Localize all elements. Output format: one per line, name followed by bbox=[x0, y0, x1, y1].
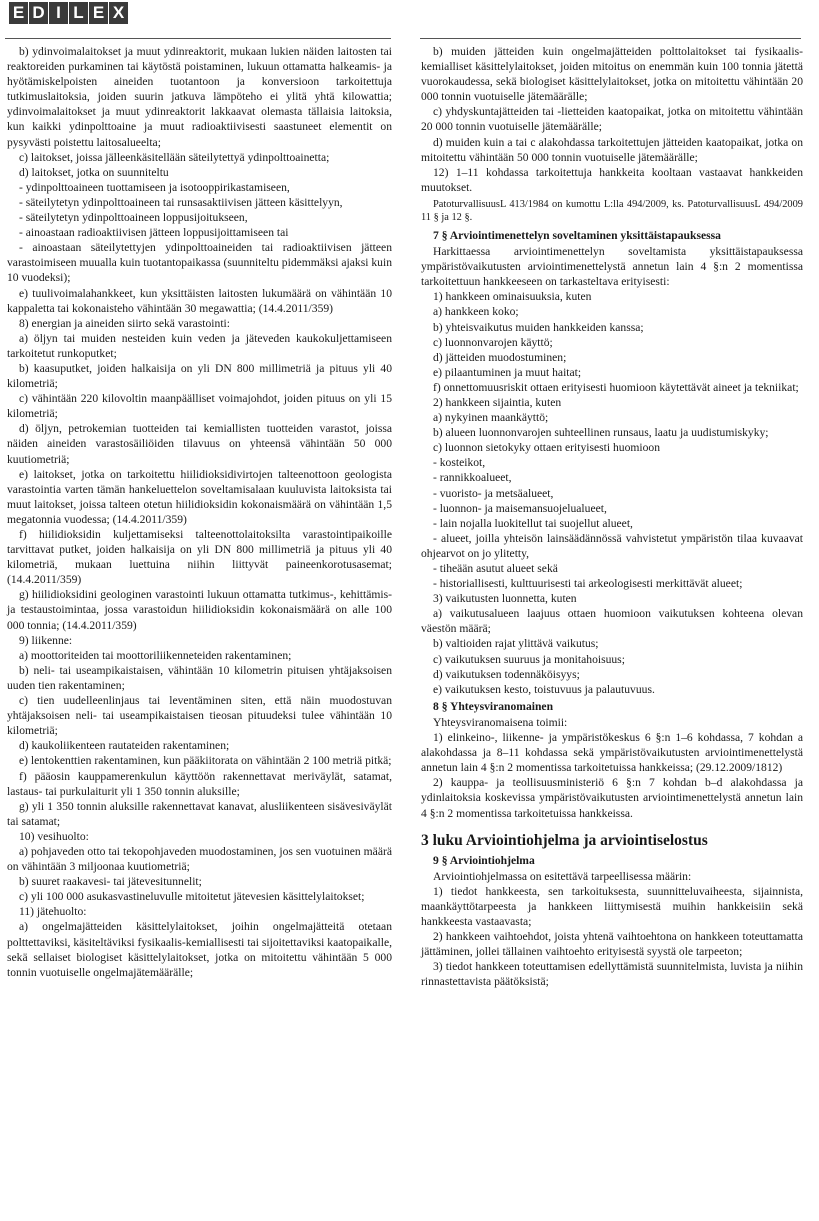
logo-letter: X bbox=[109, 2, 128, 24]
paragraph: b) alueen luonnonvarojen suhteellinen runsaus, laatu ja uudistumiskyky; bbox=[433, 426, 769, 440]
paragraph: d) vaikutuksen todennäköisyys; bbox=[433, 667, 580, 681]
section-8-heading: 8 § Yhteysviranomainen bbox=[433, 699, 554, 713]
paragraph: a) moottoriteiden tai moottoriliikenneteiden rakentaminen; bbox=[19, 648, 292, 662]
column-rule-right bbox=[420, 38, 801, 39]
paragraph: g) hiilidioksidini geologinen varastointi lukuun ottamatta tutkimus-, kehittämis- ja testaustoimintaa, jossa varastoidun hiilidioksidin kokonaismäärä on alle 100 000 tonnia; (14.4.2011/359) bbox=[7, 588, 392, 632]
logo-letter: I bbox=[49, 2, 68, 24]
paragraph: 3) vaikutusten luonnetta, kuten bbox=[433, 592, 577, 606]
paragraph: b) suuret raakavesi- tai jätevesitunnelit; bbox=[19, 875, 202, 889]
chapter-3-heading: 3 luku Arviointiohjelma ja arviointiselostus bbox=[421, 831, 708, 849]
column-rule-left bbox=[5, 38, 391, 39]
paragraph: c) vaikutuksen suuruus ja monitahoisuus; bbox=[433, 652, 625, 666]
paragraph: - ainoastaan säteilytettyjen ydinpolttoaineiden tai radioaktiivisen jätteen varastoimiseen muualla kuin tuotantopaikassa (suunniteltu pidemmäksi ajaksi kuin 10 vuodeksi); bbox=[7, 241, 392, 285]
paragraph: a) pohjaveden otto tai tekopohjaveden muodostaminen, jos sen vuotuinen määrä on vähintään 3 miljoonaa kuutiometriä; bbox=[7, 844, 392, 874]
paragraph: b) muiden jätteiden kuin ongelmajätteiden polttolaitokset tai fysikaalis-kemialliset käsittelylaitokset, joiden mitoitus on enemmän kuin 100 tonnia jätettä vuorokaudessa, sekä biologiset käsittelylaitokset, jotka on mitoitettu vähintään 20 000 tonnin vuotuiselle jätemäärälle; bbox=[421, 45, 803, 104]
paragraph: b) valtioiden rajat ylittävä vaikutus; bbox=[433, 637, 599, 651]
paragraph: - kosteikot, bbox=[433, 456, 486, 470]
paragraph: a) hankkeen koko; bbox=[433, 305, 519, 319]
paragraph: d) laitokset, jotka on suunniteltu bbox=[19, 165, 169, 179]
paragraph: c) laitokset, joissa jälleenkäsitellään säteilytettyä ydinpolttoainetta; bbox=[19, 150, 330, 164]
paragraph: a) öljyn tai muiden nesteiden kuin veden ja jäteveden kaukokuljettamiseen tarkoitetut runkoputket; bbox=[7, 331, 392, 360]
section-9-body bbox=[421, 869, 803, 990]
paragraph: e) pilaantuminen ja muut haitat; bbox=[433, 365, 582, 379]
paragraph: a) ongelmajätteiden käsittelylaitokset, joihin ongelmajätteitä otetaan polttettaviksi, käsiteltäviksi fysikaalis-kemiallisesti tai sijoitettaviksi kaatopaikalle, sekä sellaiset biologiset käsittelylaitokset, jotka on mitoitettu vähintään 5 000 tonnin vuotuiselle ongelmajätemäärälle; bbox=[7, 920, 392, 979]
paragraph: - ainoastaan radioaktiivisen jätteen loppusijoittamiseen tai bbox=[19, 226, 289, 240]
right-top-paragraphs bbox=[421, 44, 803, 195]
paragraph: 3) tiedot hankkeen toteuttamisen edellyttämistä suunnitelmista, luvista ja niihin rinnastettavista päätöksistä; bbox=[421, 960, 803, 989]
paragraph: - ydinpolttoaineen tuottamiseen ja isotooppirikastamiseen, bbox=[19, 180, 290, 194]
paragraph: - tiheään asutut alueet sekä bbox=[433, 562, 558, 575]
paragraph: Yhteysviranomaisena toimii: bbox=[433, 715, 568, 729]
logo-letter: L bbox=[69, 2, 88, 24]
logo-letter: E bbox=[9, 2, 28, 24]
paragraph: b) kaasuputket, joiden halkaisija on yli DN 800 millimetriä ja pituus yli 40 kilometriä; bbox=[7, 361, 392, 391]
edilex-logo bbox=[9, 2, 129, 24]
paragraph: - alueet, joilla yhteisön lainsäädännössä vahvistetut ympäristön tilaa kuvaavat ohjearvot on jo ylitetty, bbox=[421, 531, 803, 560]
paragraph: Harkittaessa arviointimenettelyn soveltamista yksittäistapauksessa ympäristövaikutusten arviointimenettelystä annetun lain 4 §:n 2 momentissa tarkoitettuun hankkeeseen on tarkasteltava erityisesti: bbox=[421, 245, 803, 289]
paragraph: b) ydinvoimalaitokset ja muut ydinreaktorit, mukaan lukien näiden laitosten tai reaktoreiden purkaminen tai käytöstä poistaminen, lukuun ottamatta halkeamis- ja hyötämiskelpoisten aineiden tuotantoon ja konversioon tarkoitettuja tutkimuslaitoksia, joiden suurin jatkuva lämpöteho ei ylitä yhtä kilowattia; ydinvoimalaitokset ja muut ydinreaktorit lakkaavat olemasta tällaisia laitoksia, kun kaikki ydinpolttoaine ja muut radioaktiivisesti saastuneet elementit on pysyvästi poistettu laitosalueelta; bbox=[7, 45, 392, 149]
paragraph: 8) energian ja aineiden siirto sekä varastointi: bbox=[19, 316, 230, 330]
paragraph: b) yhteisvaikutus muiden hankkeiden kanssa; bbox=[433, 320, 644, 334]
paragraph: c) yhdyskuntajätteiden tai -lietteiden kaatopaikat, jotka on mitoitettu vähintään 20 000 tonnin vuotuiselle jätemäärälle; bbox=[421, 105, 803, 134]
paragraph: - luonnon- ja maisemansuojelualueet, bbox=[433, 501, 607, 515]
paragraph: - säteilytetyn ydinpolttoaineen loppusijoitukseen, bbox=[19, 211, 248, 225]
paragraph: c) tien uudelleenlinjaus tai leventäminen siten, että näin muodostuvan yhtäjaksoisen neli- tai useampikaistaisen tieosan pituudeksi tulee vähintään 10 kilometriä; bbox=[7, 694, 392, 738]
paragraph: 12) 1–11 kohdassa tarkoitettuja hankkeita kooltaan vastaavat hankkeiden muutokset. bbox=[421, 165, 803, 194]
paragraph: 1) elinkeino-, liikenne- ja ympäristökeskus 6 §:n 1–6 kohdassa, 7 kohdan a alakohdassa ja 8–11 kohdassa sekä ympäristövaikutusten arviointimenettelystä annetun lain 4 §:n 2 momentissa tarkoitetuissa hankkeissa; (29.12.2009/1812) bbox=[421, 731, 803, 775]
paragraph: a) vaikutusalueen laajuus ottaen huomioon vaikutuksen kohteena olevan väestön määrä; bbox=[421, 607, 803, 636]
paragraph: d) kaukoliikenteen rautateiden rakentaminen; bbox=[19, 739, 230, 753]
paragraph: e) vaikutuksen kesto, toistuvuus ja palautuvuus. bbox=[433, 682, 655, 696]
paragraph: - lain nojalla luokitellut tai suojellut alueet, bbox=[433, 516, 633, 530]
right-column bbox=[421, 44, 803, 989]
logo-letter: E bbox=[89, 2, 108, 24]
section-7-heading: 7 § Arviointimenettelyn soveltaminen yksittäistapauksessa bbox=[433, 228, 721, 242]
paragraph: 2) kauppa- ja teollisuusministeriö 6 §:n 7 kohdan b–d alakohdassa ja ydinlaitoksia koskevissa ympäristövaikutusten arviointimenettelystä annetun lain 4 §:n 2 momentissa tarkoitetuissa hankkeissa. bbox=[421, 776, 803, 820]
paragraph: - historiallisesti, kulttuurisesti tai arkeologisesti merkittävät alueet; bbox=[433, 577, 743, 591]
paragraph: c) yli 100 000 asukasvastineluvulle mitoitetut jätevesien käsittelylaitokset; bbox=[19, 890, 365, 904]
paragraph: 9) liikenne: bbox=[19, 633, 73, 647]
section-7-body bbox=[421, 244, 803, 697]
paragraph: - säteilytetyn ydinpolttoaineen tai runsasaktiivisen jätteen käsittelyyn, bbox=[19, 195, 343, 209]
paragraph: c) vähintään 220 kilovoltin maanpäälliset voimajohdot, joiden pituus on yli 15 kilometriä; bbox=[7, 392, 392, 421]
paragraph: d) jätteiden muodostuminen; bbox=[433, 350, 567, 364]
paragraph: - vuoristo- ja metsäalueet, bbox=[433, 486, 554, 500]
paragraph: d) muiden kuin a tai c alakohdassa tarkoitettujen jätteiden kaatopaikat, jotka on mitoitettu vähintään 50 000 tonnin vuotuiselle jätemäärälle; bbox=[421, 135, 803, 164]
paragraph: 10) vesihuolto: bbox=[19, 829, 89, 843]
paragraph: f) pääosin kauppamerenkulun käyttöön rakennettavat meriväylät, satamat, lastaus- tai purkulaiturit yli 1 350 tonnin aluksille; bbox=[7, 769, 392, 798]
section-8-body bbox=[421, 715, 803, 821]
paragraph: 2) hankkeen sijaintia, kuten bbox=[433, 395, 562, 409]
paragraph: 1) hankkeen ominaisuuksia, kuten bbox=[433, 290, 592, 304]
paragraph: b) neli- tai useampikaistaisen, vähintään 10 kilometrin pituisen yhtäjaksoisen uuden tien rakentaminen; bbox=[7, 663, 392, 692]
paragraph: e) lentokenttien rakentaminen, kun pääkiitorata on vähintään 2 100 metriä pitkä; bbox=[19, 754, 392, 768]
left-column bbox=[7, 44, 392, 980]
paragraph: Arviointiohjelmassa on esitettävä tarpeellisessa määrin: bbox=[433, 869, 692, 883]
paragraph: f) onnettomuusriskit ottaen erityisesti huomioon käytettävät aineet ja tekniikat; bbox=[433, 380, 799, 394]
paragraph: 1) tiedot hankkeesta, sen tarkoituksesta, suunnitteluvaiheesta, sijainnista, maankäyttötarpeesta ja hankkeen liittymisestä muihin hankkeisiin sekä hankkeesta vastaavasta; bbox=[421, 884, 803, 928]
section-9-heading: 9 § Arviointiohjelma bbox=[433, 853, 535, 867]
amendment-note: PatoturvallisuusL 413/1984 on kumottu L:lla 494/2009, ks. PatoturvallisuusL 494/2009 11 § ja 12 §. bbox=[421, 198, 803, 223]
paragraph: c) luonnon sietokyky ottaen erityisesti huomioon bbox=[433, 441, 661, 455]
paragraph: c) luonnonvarojen käyttö; bbox=[433, 335, 553, 349]
paragraph: f) hiilidioksidin kuljettamiseksi talteenottolaitoksilta varastointipaikoille tarvittavat putket, joiden halkaisija on yli DN 800 millimetriä ja pituus yli 40 kilometriä, mukaan luettuina niihin liittyvät paineenkorotusasemat; (14.4.2011/359) bbox=[7, 528, 392, 587]
paragraph: a) nykyinen maankäyttö; bbox=[433, 411, 549, 425]
paragraph: d) öljyn, petrokemian tuotteiden tai kemiallisten tuotteiden varastot, joissa näiden aineiden varastosäiliöiden tilavuus on yhteensä vähintään 50 000 kuutiometriä; bbox=[7, 422, 392, 466]
logo-letter: D bbox=[29, 2, 48, 24]
paragraph: e) laitokset, jotka on tarkoitettu hiilidioksidivirtojen talteenottoon geologista varastointia varten tämän hankeluettelon soveltamisalaan kuuluvista laitoksista tai muut laitokset, joissa talteen otetun hiilidioksidin kokonaismäärä on vähintään 1,5 megatonnia vuodessa; (14.4.2011/359) bbox=[7, 467, 392, 526]
paragraph: - rannikkoalueet, bbox=[433, 471, 512, 485]
paragraph: 2) hankkeen vaihtoehdot, joista yhtenä vaihtoehtona on hankkeen toteuttamatta jättäminen, jollei tällainen vaihtoehto erityisestä syystä ole tarpeeton; bbox=[421, 930, 803, 959]
paragraph: 11) jätehuolto: bbox=[19, 905, 87, 919]
paragraph: e) tuulivoimalahankkeet, kun yksittäisten laitosten lukumäärä on vähintään 10 kappaletta tai kokonaisteho vähintään 30 megawattia; (14.4.2011/359) bbox=[7, 286, 392, 315]
paragraph: g) yli 1 350 tonnin aluksille rakennettavat kanavat, alusliikenteen sisävesiväylät tai satamat; bbox=[7, 799, 392, 828]
